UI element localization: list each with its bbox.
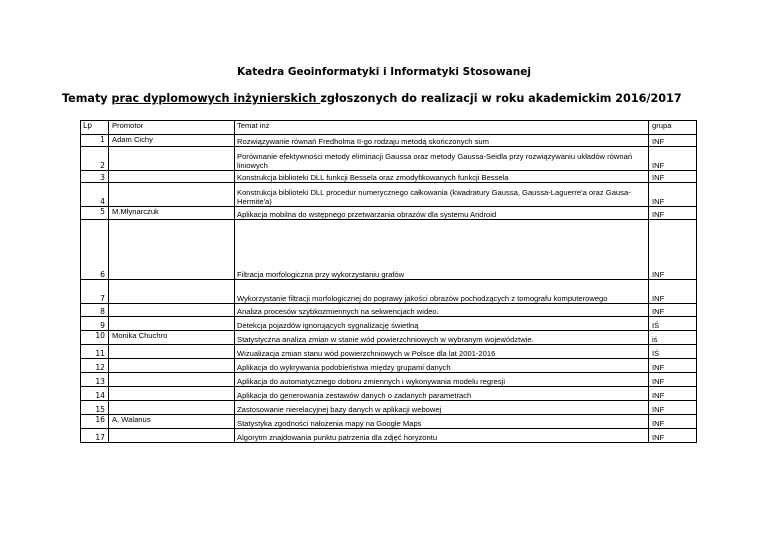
row-promotor: [109, 429, 235, 443]
row-grupa: IŚ: [649, 345, 697, 359]
table-row: [81, 415, 697, 429]
subtitle-post: zgłoszonych do realizacji w roku akademickim 2016/2017: [320, 92, 682, 105]
row-lp: 5: [81, 207, 109, 220]
row-lp: 12: [81, 359, 109, 373]
row-temat: Wizualizacja zmian stanu wód powierzchniowych w Polsce dla lat 2001-2016: [235, 345, 649, 359]
row-temat: Statystyka zgodności nałożenia mapy na Google Maps: [235, 415, 649, 429]
table-row: [81, 207, 697, 220]
row-lp: 17: [81, 429, 109, 443]
table-row: [81, 147, 697, 171]
row-grupa: INF: [649, 401, 697, 415]
row-grupa: INF: [649, 359, 697, 373]
row-grupa: INF: [649, 207, 697, 220]
row-lp: 13: [81, 373, 109, 387]
row-temat: Aplikacja do automatycznego doboru zmiennych i wykonywania modelu regresji: [235, 373, 649, 387]
table-row: [81, 359, 697, 373]
row-temat: Konstrukcja biblioteki DLL procedur numerycznego całkowania (kwadratury Gaussa, Gaussa-Laguerre'a oraz Gausa-Hermite'a): [235, 183, 649, 207]
row-temat: Detekcja pojazdów ignorujących sygnalizację świetlną: [235, 317, 649, 331]
table-row: [81, 387, 697, 401]
row-promotor: [109, 387, 235, 401]
row-lp: 8: [81, 304, 109, 317]
row-promotor: [109, 317, 235, 331]
row-promotor: M.Młynarczuk: [109, 207, 235, 220]
row-promotor: [109, 401, 235, 415]
row-promotor: [109, 171, 235, 183]
row-grupa: INF: [649, 135, 697, 147]
table-row: [81, 317, 697, 331]
row-temat: Aplikacja mobilna do wstępnego przetwarzania obrazów dla systemu Android: [235, 207, 649, 220]
header-temat: Temat inż: [235, 121, 649, 135]
row-grupa: INF: [649, 387, 697, 401]
row-promotor: [109, 304, 235, 317]
row-grupa: INF: [649, 304, 697, 317]
row-lp: 1: [81, 135, 109, 147]
table-row: [81, 373, 697, 387]
row-temat: Zastosowanie nierelacyjnej bazy danych w aplikacji webowej: [235, 401, 649, 415]
row-temat: Rozwiązywanie równań Fredholma II-go rodzaju metodą skończonych sum: [235, 135, 649, 147]
table-row: [81, 171, 697, 183]
row-temat: Aplikacja do wykrywania podobieństwa między grupami danych: [235, 359, 649, 373]
table-row: [81, 401, 697, 415]
row-promotor: Monika Chuchro: [109, 331, 235, 345]
table-row: [81, 220, 697, 280]
row-grupa: INF: [649, 280, 697, 304]
row-promotor: [109, 373, 235, 387]
row-grupa: INF: [649, 373, 697, 387]
table-row: [81, 183, 697, 207]
row-lp: 16: [81, 415, 109, 429]
row-lp: 4: [81, 183, 109, 207]
header-lp: Lp: [81, 121, 109, 135]
row-grupa: iś: [649, 331, 697, 345]
row-temat: Wykorzystanie filtracji morfologicznej do poprawy jakości obrazów pochodzących z tomografu komputerowego: [235, 280, 649, 304]
document-subtitle: [62, 92, 682, 105]
row-promotor: [109, 220, 235, 280]
row-grupa: INF: [649, 415, 697, 429]
row-lp: 6: [81, 220, 109, 280]
table-row: [81, 280, 697, 304]
row-promotor: [109, 345, 235, 359]
row-lp: 14: [81, 387, 109, 401]
table-row: [81, 345, 697, 359]
table-row: [81, 331, 697, 345]
table-row: [81, 135, 697, 147]
row-grupa: IŚ: [649, 317, 697, 331]
row-promotor: A. Walanus: [109, 415, 235, 429]
row-lp: 7: [81, 280, 109, 304]
row-temat: Statystyczna analiza zmian w stanie wód powierzchniowych w wybranym województwie.: [235, 331, 649, 345]
row-lp: 11: [81, 345, 109, 359]
row-lp: 9: [81, 317, 109, 331]
row-lp: 2: [81, 147, 109, 171]
row-temat: Porównanie efektywności metody eliminacji Gaussa oraz metody Gaussa-Seidla przy rozwiązywaniu układów równań liniowych: [235, 147, 649, 171]
row-promotor: [109, 359, 235, 373]
row-grupa: INF: [649, 429, 697, 443]
row-grupa: INF: [649, 171, 697, 183]
row-grupa: INF: [649, 183, 697, 207]
row-temat: Aplikacja do generowania zestawów danych o zadanych parametrach: [235, 387, 649, 401]
theses-table: [80, 120, 697, 443]
subtitle-pre: Tematy: [62, 92, 112, 105]
row-temat: Konstrukcja biblioteki DLL funkcji Bessela oraz zmodyfikowanych funkcji Bessela: [235, 171, 649, 183]
row-grupa: INF: [649, 220, 697, 280]
row-promotor: [109, 183, 235, 207]
row-grupa: INF: [649, 147, 697, 171]
header-promotor: Promotor: [109, 121, 235, 135]
row-temat: Algorytm znajdowania punktu patrzenia dla zdjęć horyzontu: [235, 429, 649, 443]
row-lp: 3: [81, 171, 109, 183]
table-header-row: [81, 121, 697, 135]
row-promotor: Adam Cichy: [109, 135, 235, 147]
row-lp: 15: [81, 401, 109, 415]
table-row: [81, 304, 697, 317]
row-temat: Analiza procesów szybkozmiennych na sekwencjach wideo.: [235, 304, 649, 317]
row-promotor: [109, 280, 235, 304]
header-grupa: grupa: [649, 121, 697, 135]
table-row: [81, 429, 697, 443]
row-promotor: [109, 147, 235, 171]
row-lp: 10: [81, 331, 109, 345]
row-temat: Filtracja morfologiczna przy wykorzystaniu grafów: [235, 220, 649, 280]
subtitle-underlined: prac dyplomowych inżynierskich: [111, 92, 321, 105]
document-title: Katedra Geoinformatyki i Informatyki Stosowanej: [237, 66, 531, 78]
